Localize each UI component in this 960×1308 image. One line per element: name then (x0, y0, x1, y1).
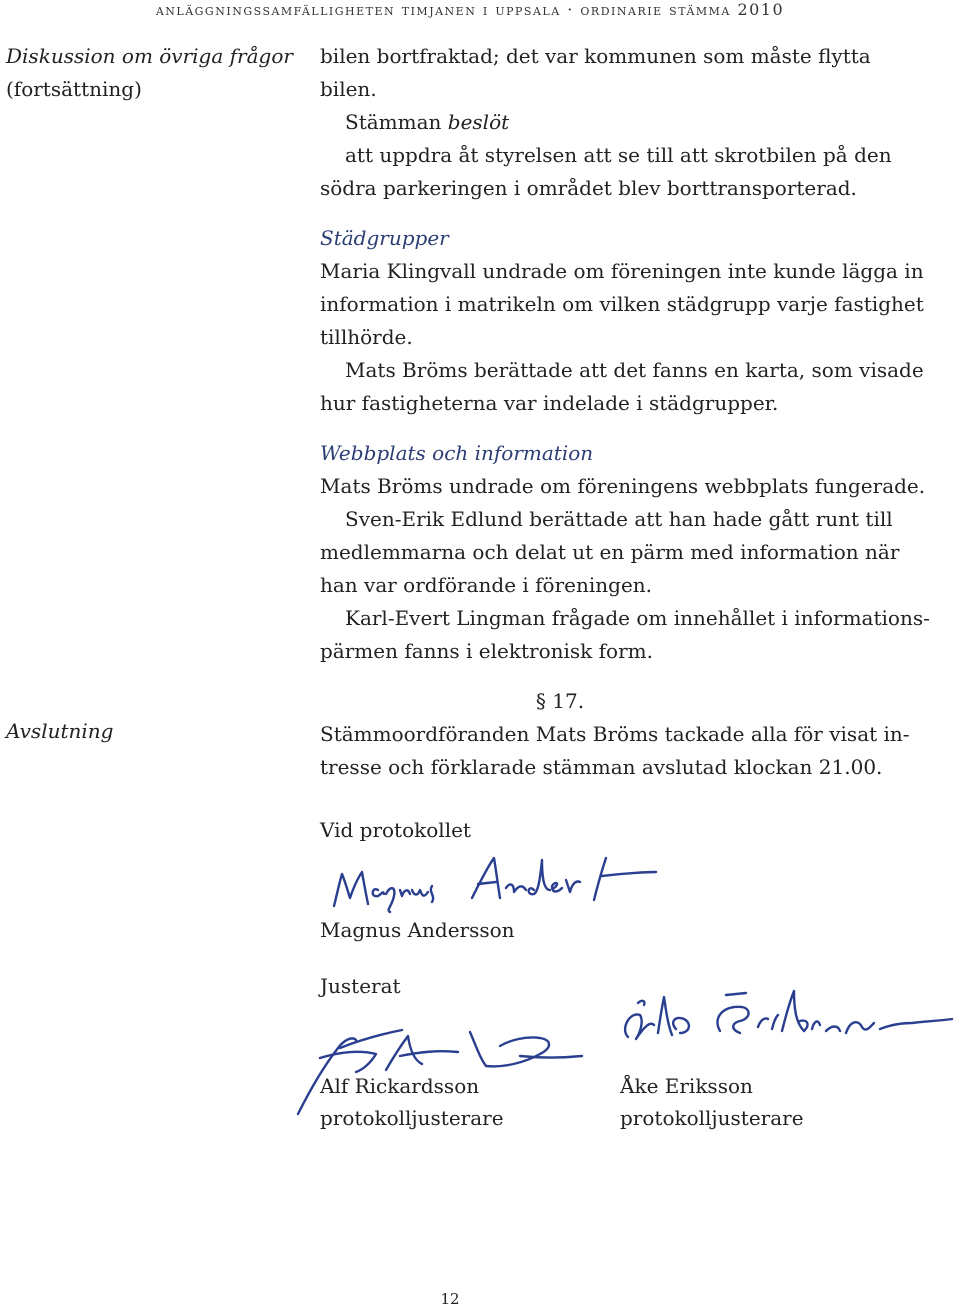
paragraph: Maria Klingvall undrade om föreningen inte kunde lägga in information i matrikeln om vilken städgrupp varje fastighet tillhörde. (320, 259, 924, 349)
signer-block-ake (620, 1070, 804, 1134)
signature-ake-eriksson (600, 985, 960, 1065)
section-number: § 17. (535, 689, 585, 713)
running-header: anläggningssamfälligheten timjanen i uppsala · ordinarie stämma 2010 (155, 0, 785, 19)
paragraph: Karl-Evert Lingman frågade om innehållet i informations-pärmen fanns i elektronisk form. (320, 606, 930, 663)
paragraph: Mats Bröms undrade om föreningens webbplats fungerade. (320, 474, 926, 498)
signer-name: Åke Eriksson (620, 1074, 753, 1098)
decision-text: att uppdra åt styrelsen att se till att skrotbilen på den södra parkeringen i området blev borttransporterad. (320, 143, 892, 200)
margin-topic (6, 40, 293, 106)
subheading-stadgrupper: Städgrupper (320, 226, 449, 250)
signer-name: Magnus Andersson (320, 918, 515, 942)
paragraph: Sven-Erik Edlund berättade att han hade gått runt till medlemmarna och delat ut en pärm med information när han var ordförande i föreningen. (320, 507, 900, 597)
justerat-label: Justerat (320, 974, 401, 998)
margin-topic-title: Diskussion om övriga frågor (6, 44, 293, 68)
closing-paragraph: Stämmoordföranden Mats Bröms tackade alla för visat in-tresse och förklarade stämman avslutad klockan 21.00. (320, 722, 910, 779)
paragraph: Mats Bröms berättade att det fanns en karta, som visade hur fastigheterna var indelade i städgrupper. (320, 358, 924, 415)
signature-magnus-andersson (320, 850, 660, 920)
signer-block-alf (320, 1070, 504, 1134)
paragraph: bilen bortfraktad; det var kommunen som måste flytta bilen. (320, 44, 871, 101)
margin-closing: Avslutning (6, 719, 114, 743)
main-text (320, 40, 930, 784)
decision-line: Stämman beslöt (345, 110, 510, 134)
page-number: 12 (440, 1290, 460, 1308)
signer-role: protokolljusterare (320, 1106, 504, 1130)
decision-word: beslöt (447, 110, 510, 134)
vid-protokollet-label: Vid protokollet (320, 818, 471, 842)
margin-topic-continued: (fortsättning) (6, 77, 142, 101)
signer-role: protokolljusterare (620, 1106, 804, 1130)
subheading-webbplats: Webbplats och information (320, 441, 594, 465)
signer-name: Alf Rickardsson (320, 1074, 480, 1098)
